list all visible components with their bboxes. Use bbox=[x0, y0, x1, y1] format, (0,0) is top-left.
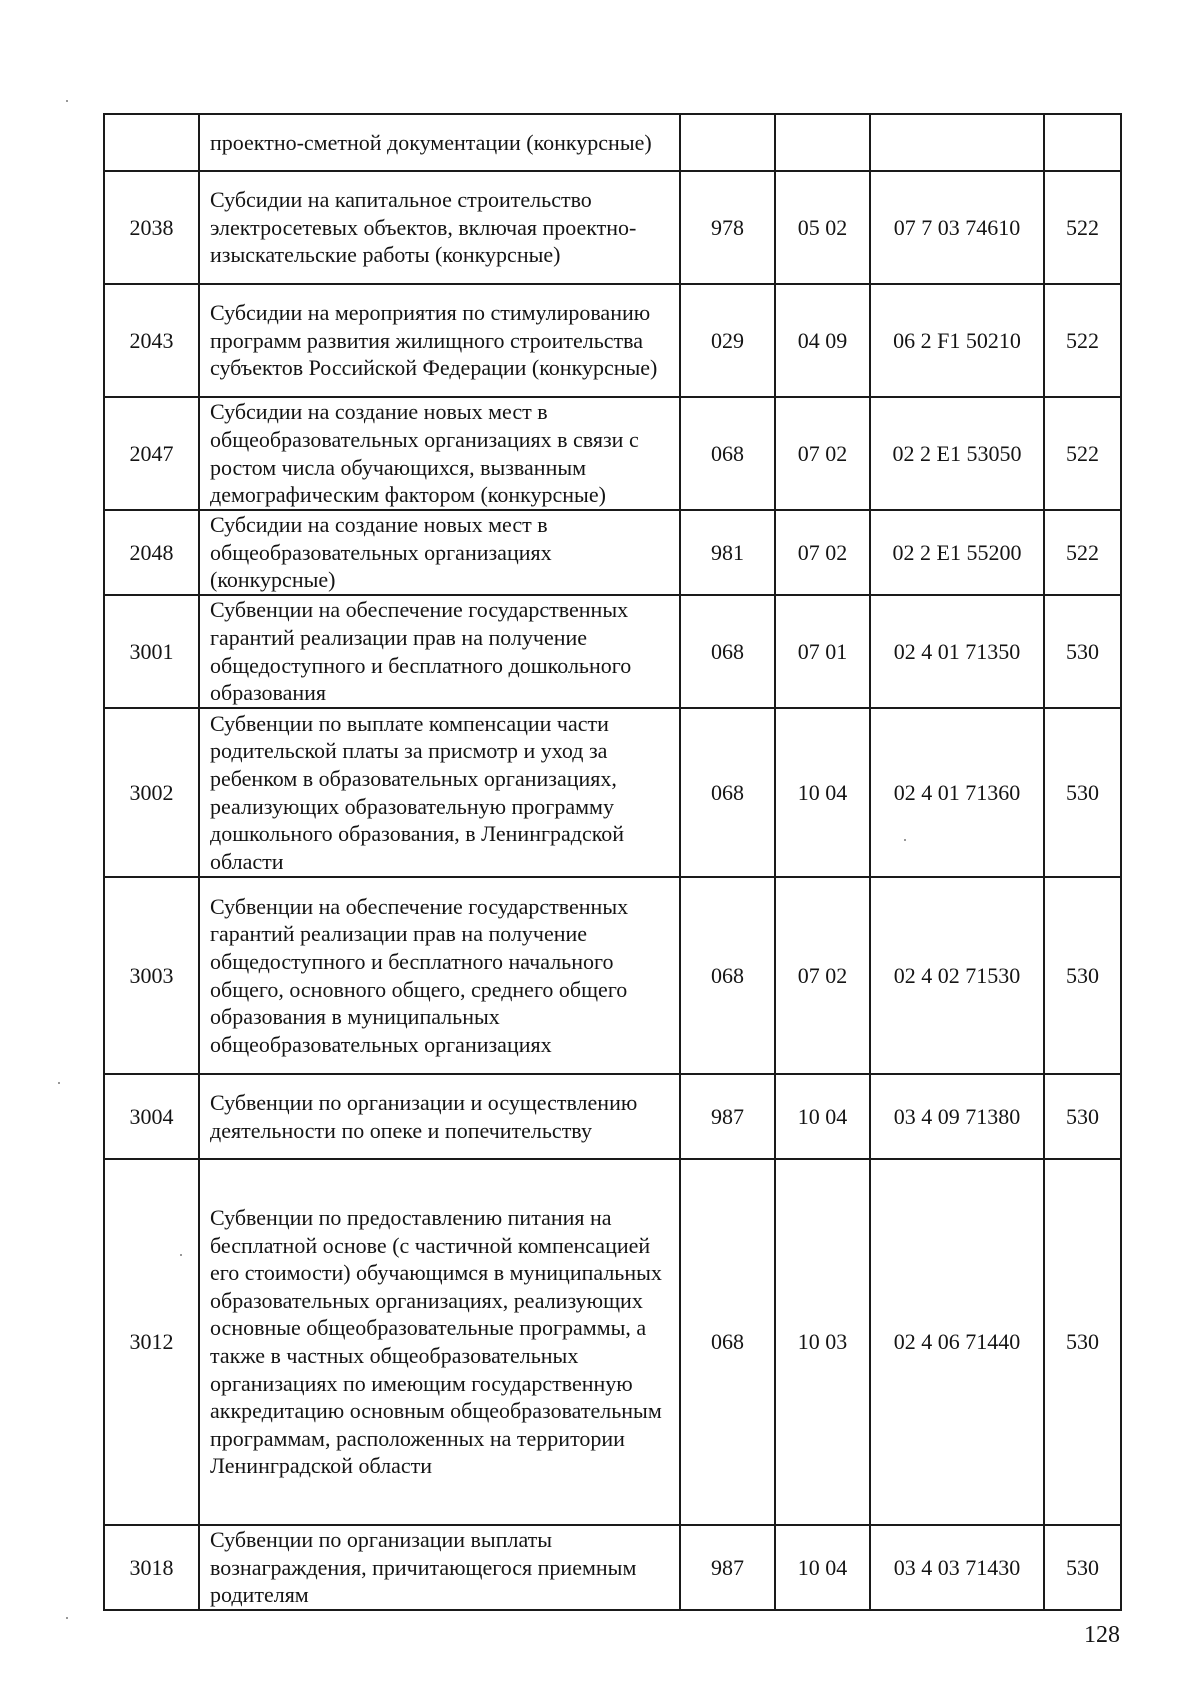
row-grbs-code: 987 bbox=[680, 1525, 775, 1610]
page-number: 128 bbox=[1084, 1622, 1120, 1648]
row-target-article: 06 2 F1 50210 bbox=[870, 284, 1044, 397]
row-section-code: 07 02 bbox=[775, 397, 870, 510]
row-section-code: 10 04 bbox=[775, 1074, 870, 1159]
row-description: Субвенции по организации выплаты вознаграждения, причитающегося приемным родителям bbox=[199, 1525, 680, 1610]
row-expense-type: 522 bbox=[1044, 397, 1121, 510]
row-section-code: 05 02 bbox=[775, 171, 870, 284]
row-description: Субсидии на создание новых мест в общеобразовательных организациях (конкурсные) bbox=[199, 510, 680, 595]
row-expense-type: 530 bbox=[1044, 1525, 1121, 1610]
row-grbs-code bbox=[680, 114, 775, 171]
row-section-code: 07 01 bbox=[775, 595, 870, 708]
table-row bbox=[104, 877, 1121, 1074]
row-code: 3001 bbox=[104, 595, 199, 708]
row-section-code: 07 02 bbox=[775, 510, 870, 595]
row-code: 2048 bbox=[104, 510, 199, 595]
row-expense-type: 522 bbox=[1044, 510, 1121, 595]
row-target-article: 07 7 03 74610 bbox=[870, 171, 1044, 284]
row-description: Субсидии на создание новых мест в общеобразовательных организациях в связи с ростом числа обучающихся, вызванным демографическим фактором (конкурсные) bbox=[199, 397, 680, 510]
row-grbs-code: 068 bbox=[680, 595, 775, 708]
row-description: Субвенции по выплате компенсации части родительской платы за присмотр и уход за ребенком в образовательных организациях, реализующих образовательную программу дошкольного образования, в Ленинградской области bbox=[199, 708, 680, 877]
row-description: Субвенции по предоставлению питания на бесплатной основе (с частичной компенсацией его стоимости) обучающимся в муниципальных образовательных организациях, реализующих основные общеобразовательные программы, а также в частных общеобразовательных организациях по имеющим государственную аккредитацию основным общеобразовательным программам, расположенных на территории Ленинградской области bbox=[199, 1159, 680, 1525]
row-code: 3004 bbox=[104, 1074, 199, 1159]
row-description: Субвенции на обеспечение государственных гарантий реализации прав на получение общедоступного и бесплатного начального общего, основного общего, среднего общего образования в муниципальных общеобразовательных организациях bbox=[199, 877, 680, 1074]
row-expense-type: 530 bbox=[1044, 708, 1121, 877]
table-row bbox=[104, 510, 1121, 595]
table-row bbox=[104, 114, 1121, 171]
row-grbs-code: 987 bbox=[680, 1074, 775, 1159]
row-expense-type: 522 bbox=[1044, 284, 1121, 397]
row-code: 2043 bbox=[104, 284, 199, 397]
row-code: 3003 bbox=[104, 877, 199, 1074]
row-grbs-code: 068 bbox=[680, 397, 775, 510]
row-code bbox=[104, 114, 199, 171]
row-description: Субсидии на мероприятия по стимулированию программ развития жилищного строительства субъектов Российской Федерации (конкурсные) bbox=[199, 284, 680, 397]
row-expense-type: 530 bbox=[1044, 1159, 1121, 1525]
table-row bbox=[104, 708, 1121, 877]
row-section-code: 07 02 bbox=[775, 877, 870, 1074]
scan-speck bbox=[66, 100, 68, 102]
row-description: Субвенции по организации и осуществлению деятельности по опеке и попечительству bbox=[199, 1074, 680, 1159]
scan-speck bbox=[180, 1254, 182, 1256]
row-grbs-code: 068 bbox=[680, 708, 775, 877]
scan-speck bbox=[58, 1082, 60, 1084]
row-section-code: 10 03 bbox=[775, 1159, 870, 1525]
scan-speck bbox=[66, 1617, 68, 1619]
row-expense-type: 530 bbox=[1044, 877, 1121, 1074]
row-code: 3012 bbox=[104, 1159, 199, 1525]
table-row bbox=[104, 1159, 1121, 1525]
table-row bbox=[104, 171, 1121, 284]
table-body bbox=[104, 114, 1121, 1610]
table-row bbox=[104, 1074, 1121, 1159]
row-code: 2038 bbox=[104, 171, 199, 284]
row-expense-type: 530 bbox=[1044, 1074, 1121, 1159]
row-target-article: 02 2 E1 53050 bbox=[870, 397, 1044, 510]
row-section-code: 04 09 bbox=[775, 284, 870, 397]
row-expense-type bbox=[1044, 114, 1121, 171]
budget-code-table bbox=[103, 113, 1122, 1611]
table-row bbox=[104, 1525, 1121, 1610]
row-target-article: 02 2 E1 55200 bbox=[870, 510, 1044, 595]
row-expense-type: 522 bbox=[1044, 171, 1121, 284]
row-code: 3002 bbox=[104, 708, 199, 877]
row-section-code: 10 04 bbox=[775, 1525, 870, 1610]
row-target-article: 02 4 02 71530 bbox=[870, 877, 1044, 1074]
table-row bbox=[104, 397, 1121, 510]
row-target-article: 03 4 03 71430 bbox=[870, 1525, 1044, 1610]
row-description: проектно-сметной документации (конкурсные) bbox=[199, 114, 680, 171]
row-target-article bbox=[870, 114, 1044, 171]
row-target-article: 03 4 09 71380 bbox=[870, 1074, 1044, 1159]
row-description: Субсидии на капитальное строительство электросетевых объектов, включая проектно-изыскательские работы (конкурсные) bbox=[199, 171, 680, 284]
row-section-code: 10 04 bbox=[775, 708, 870, 877]
row-code: 2047 bbox=[104, 397, 199, 510]
scan-speck bbox=[904, 839, 906, 841]
row-code: 3018 bbox=[104, 1525, 199, 1610]
row-grbs-code: 978 bbox=[680, 171, 775, 284]
table-row bbox=[104, 595, 1121, 708]
row-grbs-code: 029 bbox=[680, 284, 775, 397]
row-grbs-code: 068 bbox=[680, 1159, 775, 1525]
row-grbs-code: 981 bbox=[680, 510, 775, 595]
row-grbs-code: 068 bbox=[680, 877, 775, 1074]
row-target-article: 02 4 01 71350 bbox=[870, 595, 1044, 708]
row-target-article: 02 4 01 71360 bbox=[870, 708, 1044, 877]
row-expense-type: 530 bbox=[1044, 595, 1121, 708]
row-description: Субвенции на обеспечение государственных гарантий реализации прав на получение общедоступного и бесплатного дошкольного образования bbox=[199, 595, 680, 708]
table-row bbox=[104, 284, 1121, 397]
row-section-code bbox=[775, 114, 870, 171]
row-target-article: 02 4 06 71440 bbox=[870, 1159, 1044, 1525]
